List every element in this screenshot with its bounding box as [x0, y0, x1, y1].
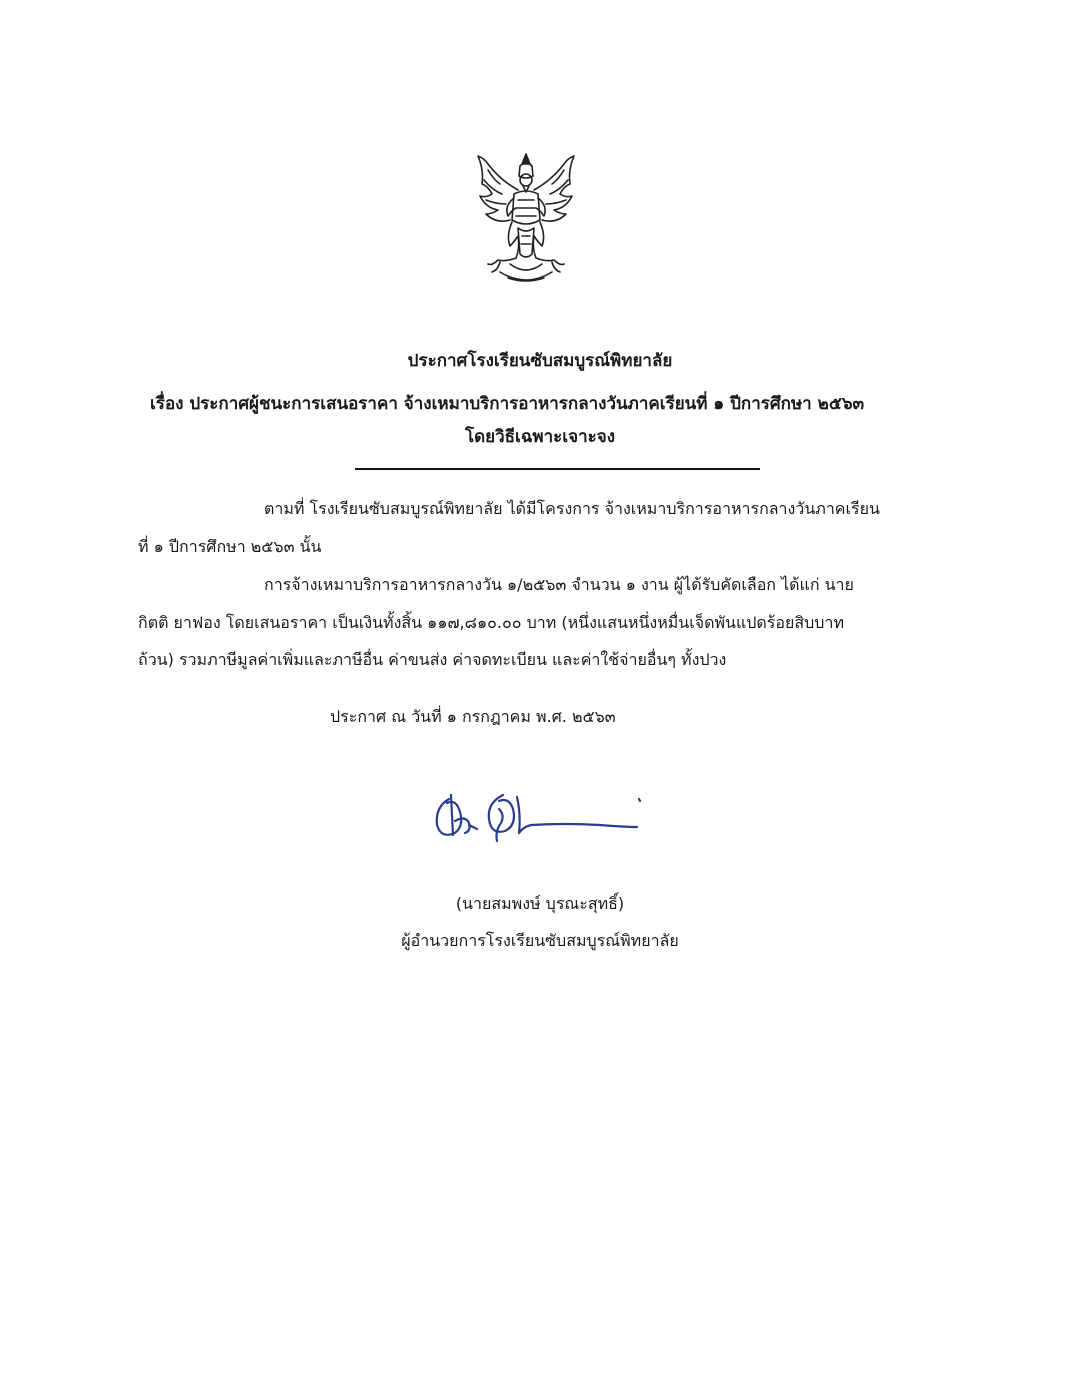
paragraph-1-line-1: ตามที่ โรงเรียนซับสมบูรณ์พิทยาลัย ได้มีโครงการ จ้างเหมาบริการอาหารกลางวันภาคเรียน	[264, 499, 880, 518]
heading-divider	[355, 468, 760, 470]
paragraph-2-line-2: กิตติ ยาฟอง โดยเสนอราคา เป็นเงินทั้งสิ้น ๑๑๗,๘๑๐.๐๐ บาท (หนึ่งแสนหนึ่งหมื่นเจ็ดพันแปดร้อยสิบบาท	[138, 613, 844, 632]
paragraph-1-line-2: ที่ ๑ ปีการศึกษา ๒๕๖๓ นั้น	[138, 537, 322, 556]
signer-name: (นายสมพงษ์ บุรณะสุทธิ์)	[455, 894, 625, 913]
announcement-subject: เรื่อง ประกาศผู้ชนะการเสนอราคา จ้างเหมาบริการอาหารกลางวันภาคเรียนที่ ๑ ปีการศึกษา ๒๕๖๓	[150, 394, 865, 414]
garuda-emblem-icon	[470, 150, 582, 290]
paragraph-2-line-1: การจ้างเหมาบริการอาหารกลางวัน ๑/๒๕๖๓ จำนวน ๑ งาน ผู้ได้รับคัดเลือก ได้แก่ นาย	[264, 575, 854, 594]
announcement-date: ประกาศ ณ วันที่ ๑ กรกฎาคม พ.ศ. ๒๕๖๓	[330, 707, 616, 726]
procurement-method: โดยวิธีเฉพาะเจาะจง	[464, 427, 616, 447]
signer-title: ผู้อำนวยการโรงเรียนซับสมบูรณ์พิทยาลัย	[401, 931, 679, 950]
announcement-title: ประกาศโรงเรียนซับสมบูรณ์พิทยาลัย	[407, 351, 673, 371]
paragraph-2-line-3: ถ้วน) รวมภาษีมูลค่าเพิ่มและภาษีอื่น ค่าขนส่ง ค่าจดทะเบียน และค่าใช้จ่ายอื่นๆ ทั้งปวง	[138, 650, 727, 669]
handwritten-signature	[425, 785, 650, 845]
